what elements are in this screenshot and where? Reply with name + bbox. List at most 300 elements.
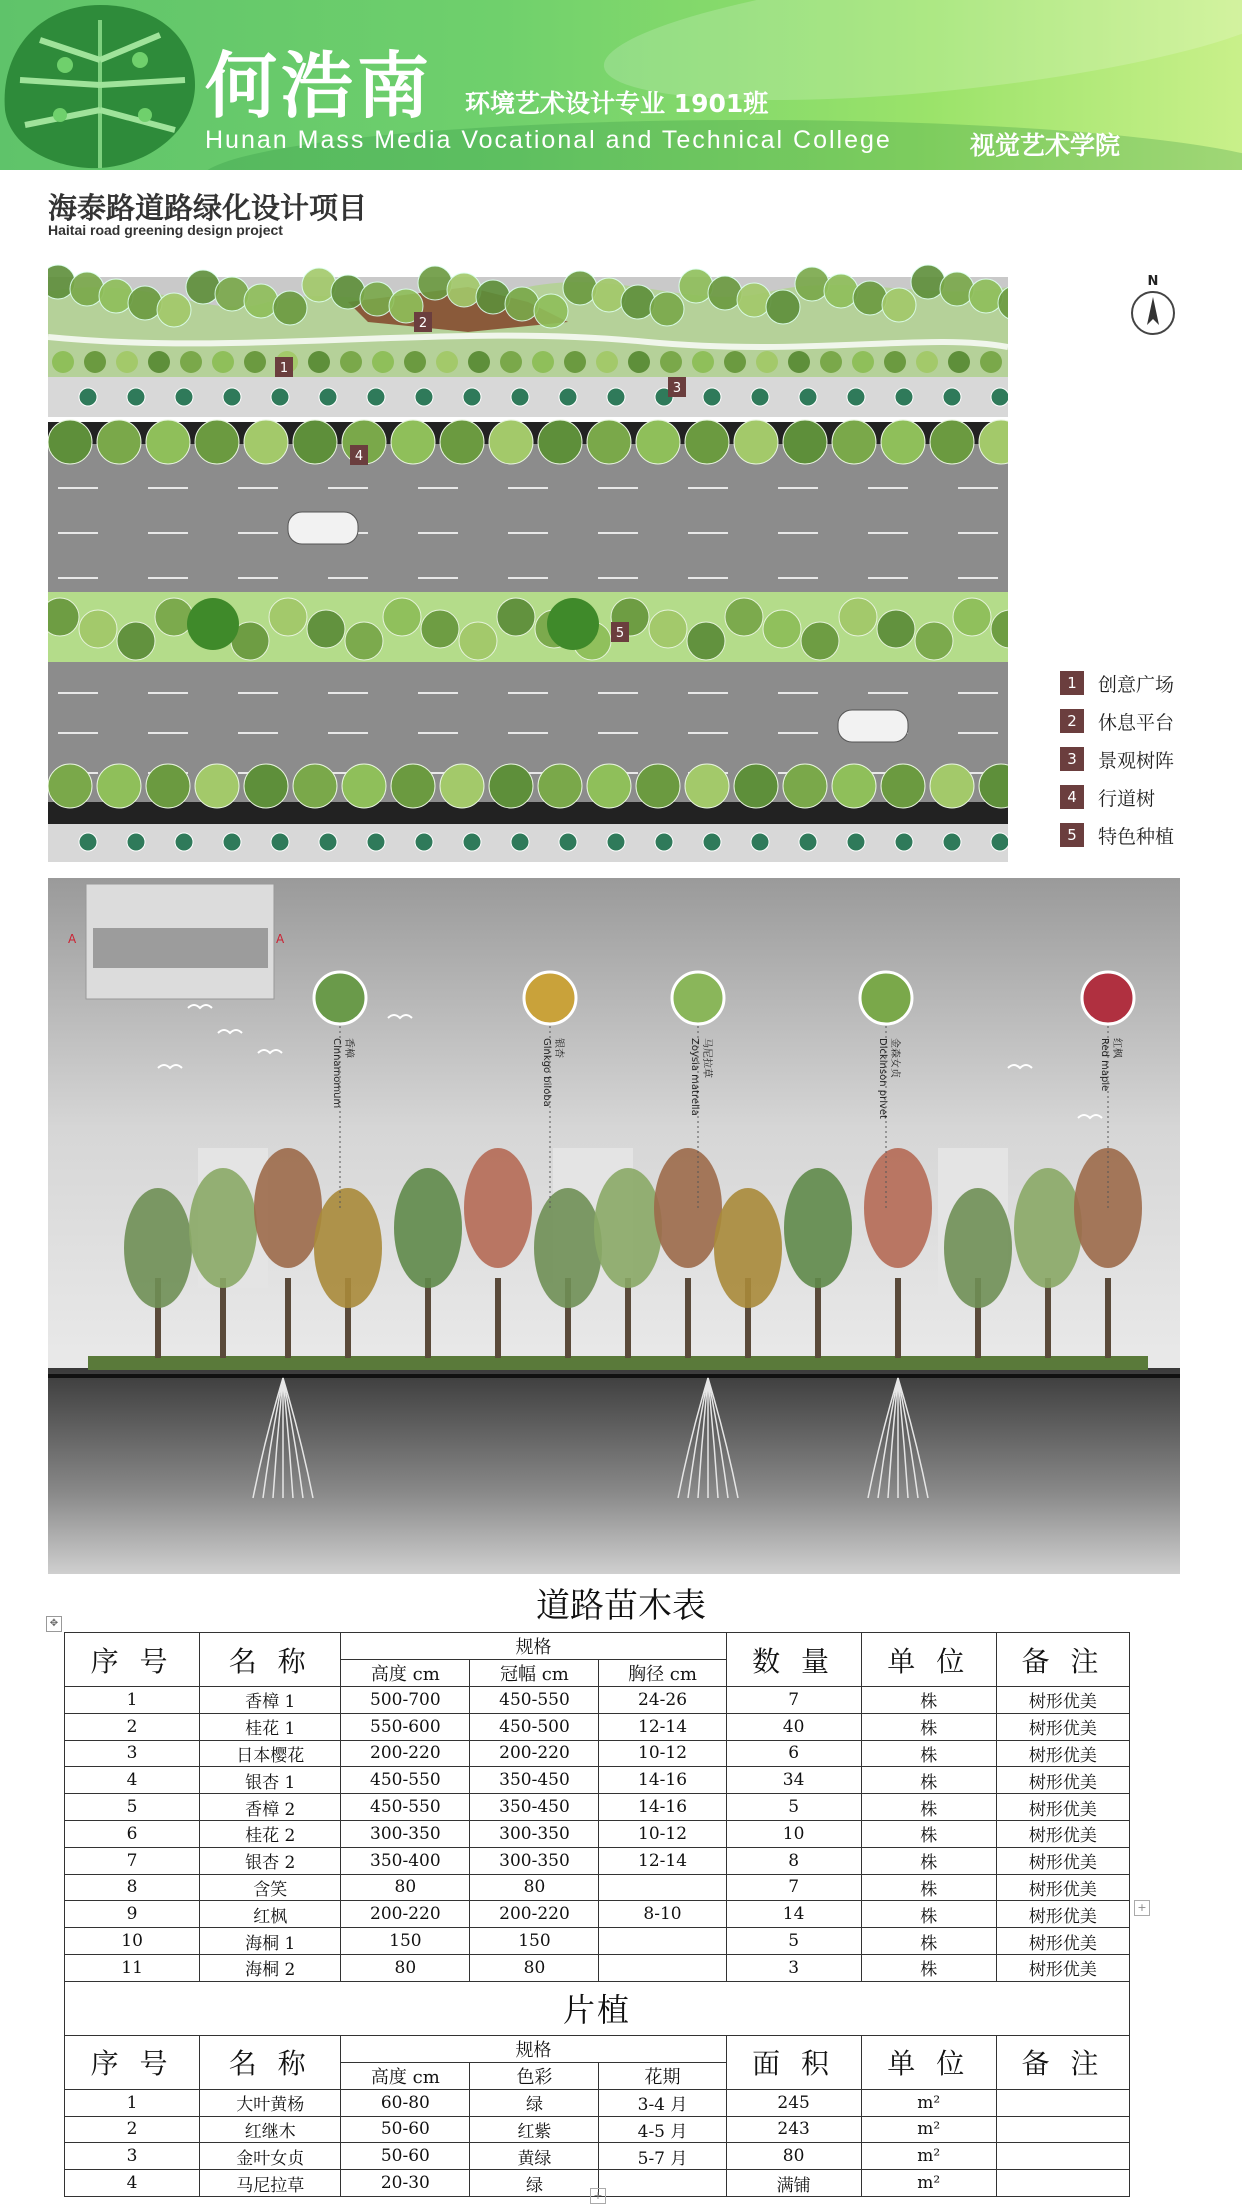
street-tree xyxy=(175,833,193,851)
street-tree xyxy=(607,833,625,851)
tree-canopy xyxy=(70,272,104,306)
street-tree xyxy=(847,388,865,406)
tree-crown xyxy=(124,1188,192,1308)
table-cell: 450-500 xyxy=(470,1713,599,1740)
tree-canopy xyxy=(244,284,278,318)
shrub xyxy=(84,351,106,373)
table-cell xyxy=(599,2170,726,2197)
species-name-cn: 红枫 xyxy=(1111,1038,1122,1058)
table-cell: 10-12 xyxy=(599,1740,726,1767)
table-cell: 株 xyxy=(861,1767,996,1794)
tree-canopy xyxy=(940,272,974,306)
median-tree xyxy=(307,610,345,648)
table-cell xyxy=(996,2116,1129,2143)
college-name-cn: 视觉艺术学院 xyxy=(970,131,1121,160)
table-cell: 株 xyxy=(861,1928,996,1955)
tree-crown xyxy=(394,1168,462,1288)
street-tree xyxy=(511,833,529,851)
table-row xyxy=(65,1901,1130,1928)
street-tree xyxy=(415,388,433,406)
table-cell: 550-600 xyxy=(341,1713,470,1740)
shrub xyxy=(724,351,746,373)
tree-canopy xyxy=(128,286,162,320)
table-row xyxy=(65,1874,1130,1901)
legend-item xyxy=(1060,740,1174,778)
street-tree xyxy=(319,833,337,851)
table-cell: 树形优美 xyxy=(996,1874,1129,1901)
street-tree xyxy=(703,388,721,406)
legend-label: 景观树阵 xyxy=(1098,749,1175,772)
tree-canopy xyxy=(331,275,365,309)
tree-crown xyxy=(654,1148,722,1268)
table-cell: 银杏 2 xyxy=(200,1847,341,1874)
tree-canopy xyxy=(563,271,597,305)
north-arrow xyxy=(1130,274,1176,344)
tree-crown xyxy=(534,1188,602,1308)
street-tree xyxy=(293,420,337,464)
median-tree xyxy=(345,622,383,660)
street-tree xyxy=(97,764,141,808)
plan-marker-label: 4 xyxy=(354,449,364,464)
feature-tree xyxy=(187,598,239,650)
street-tree xyxy=(440,764,484,808)
subheader-color: 色彩 xyxy=(470,2062,599,2089)
species-name-en: Cinnamomum xyxy=(331,1038,342,1109)
legend-number: 5 xyxy=(1060,823,1084,847)
table-row xyxy=(65,2143,1130,2170)
table-cell: 7 xyxy=(726,1874,861,1901)
legend-label: 行道树 xyxy=(1098,787,1156,810)
table-cell: 5 xyxy=(726,1794,861,1821)
street-tree xyxy=(559,833,577,851)
table-cell xyxy=(599,1928,726,1955)
street-section-elevation xyxy=(48,878,1180,1574)
table-cell xyxy=(996,2170,1129,2197)
legend-item xyxy=(1060,778,1174,816)
tree-trunk xyxy=(1045,1278,1051,1358)
median-tree xyxy=(915,622,953,660)
shrub xyxy=(788,351,810,373)
legend-number: 2 xyxy=(1060,709,1084,733)
table-cell: 3 xyxy=(65,2143,200,2170)
legend-item xyxy=(1060,664,1174,702)
median-tree xyxy=(649,610,687,648)
table-cell: 4 xyxy=(65,2170,200,2197)
table-cell: 245 xyxy=(726,2089,861,2116)
table-cell: 株 xyxy=(861,1820,996,1847)
shrub xyxy=(564,351,586,373)
table-row xyxy=(65,1794,1130,1821)
shrub xyxy=(948,351,970,373)
table-cell: 红紫 xyxy=(470,2116,599,2143)
plan-marker-label: 5 xyxy=(615,626,625,641)
street-tree xyxy=(391,764,435,808)
header-name: 名 称 xyxy=(200,1633,341,1687)
tree-crown xyxy=(864,1148,932,1268)
street-tree xyxy=(685,764,729,808)
tree-canopy xyxy=(157,293,191,327)
street-tree xyxy=(734,764,778,808)
street-tree xyxy=(587,764,631,808)
table-cell: 150 xyxy=(470,1928,599,1955)
table-cell: 树形优美 xyxy=(996,1954,1129,1981)
table-cell: 红枫 xyxy=(200,1901,341,1928)
tree-crown xyxy=(944,1188,1012,1308)
shrub xyxy=(180,351,202,373)
street-tree xyxy=(244,764,288,808)
tree-canopy xyxy=(824,274,858,308)
table-cell: 10 xyxy=(65,1928,200,1955)
street-tree xyxy=(195,764,239,808)
table-cell: 株 xyxy=(861,1687,996,1714)
table-row xyxy=(65,1767,1130,1794)
shrub xyxy=(884,351,906,373)
street-tree xyxy=(734,420,778,464)
tree-trunk xyxy=(895,1278,901,1358)
shrub xyxy=(852,351,874,373)
table-cell: 14-16 xyxy=(599,1767,726,1794)
header-name: 名 称 xyxy=(200,2035,341,2089)
shrub xyxy=(692,351,714,373)
median-tree xyxy=(421,610,459,648)
street-tree xyxy=(943,388,961,406)
subheader-height: 高度 cm xyxy=(341,2062,470,2089)
species-name-cn: 香樟 xyxy=(343,1038,354,1058)
monstera-leaf-icon xyxy=(0,0,200,170)
tree-trunk xyxy=(625,1278,631,1358)
tree-canopy xyxy=(737,283,771,317)
species-name-cn: 马尼拉草 xyxy=(701,1038,712,1078)
table-cell xyxy=(599,1954,726,1981)
street-tree xyxy=(703,833,721,851)
table-cell: 12-14 xyxy=(599,1713,726,1740)
median-tree xyxy=(383,598,421,636)
street-tree xyxy=(175,388,193,406)
tree-trunk xyxy=(495,1278,501,1358)
street-tree xyxy=(195,420,239,464)
table-cell: 80 xyxy=(470,1954,599,1981)
tree-canopy xyxy=(505,287,539,321)
median-tree xyxy=(459,622,497,660)
shrub xyxy=(596,351,618,373)
tree-canopy xyxy=(302,268,336,302)
table-cell: 20-30 xyxy=(341,2170,470,2197)
species-swatch-icon xyxy=(314,972,366,1024)
tree-trunk xyxy=(220,1278,226,1358)
table-cell: 300-350 xyxy=(341,1820,470,1847)
table-cell: 5 xyxy=(726,1928,861,1955)
legend-item xyxy=(1060,816,1174,854)
table-cell: 满铺 xyxy=(726,2170,861,2197)
table-row xyxy=(65,1687,1130,1714)
street-tree xyxy=(832,764,876,808)
table-cell: 60-80 xyxy=(341,2089,470,2116)
table-cell: 3 xyxy=(65,1740,200,1767)
tree-canopy xyxy=(853,281,887,315)
street-tree xyxy=(655,833,673,851)
species-name-en: Ginkgo biloba xyxy=(541,1038,552,1107)
table-row xyxy=(65,1954,1130,1981)
tree-canopy xyxy=(186,270,220,304)
street-tree xyxy=(440,420,484,464)
header-seq: 序 号 xyxy=(65,2035,200,2089)
shrub xyxy=(756,351,778,373)
tree-canopy xyxy=(215,277,249,311)
tree-trunk xyxy=(1105,1278,1111,1358)
table-cell: 80 xyxy=(341,1874,470,1901)
table-cell: 香樟 1 xyxy=(200,1687,341,1714)
street-tree xyxy=(271,388,289,406)
tree-canopy xyxy=(99,279,133,313)
table-cell: 450-550 xyxy=(470,1687,599,1714)
shrub xyxy=(148,351,170,373)
table-cell: 14 xyxy=(726,1901,861,1928)
legend-label: 特色种植 xyxy=(1098,825,1175,848)
north-label: N xyxy=(1147,274,1159,289)
add-column-button[interactable]: + xyxy=(1134,1900,1150,1916)
plan-legend xyxy=(1060,664,1174,854)
table-cell: 80 xyxy=(470,1874,599,1901)
shrub xyxy=(436,351,458,373)
table-title: 道路苗木表 xyxy=(536,1586,706,1626)
street-tree xyxy=(223,388,241,406)
table-cell: 马尼拉草 xyxy=(200,2170,341,2197)
table-cell: 树形优美 xyxy=(996,1820,1129,1847)
street-tree xyxy=(751,833,769,851)
street-tree xyxy=(783,764,827,808)
table-cell: 6 xyxy=(726,1740,861,1767)
college-name-en: Hunan Mass Media Vocational and Technical College xyxy=(205,126,892,154)
median-tree xyxy=(497,598,535,636)
street-tree xyxy=(511,388,529,406)
legend-number: 1 xyxy=(1060,671,1084,695)
street-tree xyxy=(463,388,481,406)
species-swatch-icon xyxy=(1082,972,1134,1024)
tree-canopy xyxy=(534,294,568,328)
table-cell: 4 xyxy=(65,1767,200,1794)
table-row xyxy=(65,1928,1130,1955)
tree-trunk xyxy=(815,1278,821,1358)
road-plan-view xyxy=(48,262,1008,862)
table-cell: 金叶女贞 xyxy=(200,2143,341,2170)
subheader-height: 高度 cm xyxy=(341,1660,470,1687)
table-row xyxy=(65,2089,1130,2116)
project-subtitle: Haitai road greening design project xyxy=(48,222,283,238)
major-class: 环境艺术设计专业 1901班 xyxy=(465,89,769,118)
ground-planting xyxy=(88,1356,1148,1370)
table-cell: 树形优美 xyxy=(996,1794,1129,1821)
table-cell: 3-4 月 xyxy=(599,2089,726,2116)
street-tree xyxy=(48,764,92,808)
street-tree xyxy=(244,420,288,464)
table-cell: 80 xyxy=(341,1954,470,1981)
table-cell: 海桐 2 xyxy=(200,1954,341,1981)
table-cell: 桂花 1 xyxy=(200,1713,341,1740)
shrub xyxy=(308,351,330,373)
table-cell: m² xyxy=(861,2089,996,2116)
table-cell: 8 xyxy=(726,1847,861,1874)
tree-crown xyxy=(254,1148,322,1268)
table-row xyxy=(65,1847,1130,1874)
tree-crown xyxy=(594,1168,662,1288)
shrub xyxy=(52,351,74,373)
median-tree xyxy=(953,598,991,636)
table-cell: 1 xyxy=(65,2089,200,2116)
table-cell: 10 xyxy=(726,1820,861,1847)
table-cell: 7 xyxy=(65,1847,200,1874)
table-cell: 6 xyxy=(65,1820,200,1847)
median-tree xyxy=(801,622,839,660)
table-cell: 大叶黄杨 xyxy=(200,2089,341,2116)
table-cell: 2 xyxy=(65,1713,200,1740)
street-tree xyxy=(895,833,913,851)
tree-canopy xyxy=(882,288,916,322)
street-tree xyxy=(559,388,577,406)
street-tree xyxy=(415,833,433,851)
median-tree xyxy=(269,598,307,636)
table-row xyxy=(65,1820,1130,1847)
median-tree xyxy=(687,622,725,660)
species-name-cn: 银杏 xyxy=(553,1038,564,1058)
legend-number: 3 xyxy=(1060,747,1084,771)
shrub xyxy=(916,351,938,373)
table-cell: m² xyxy=(861,2170,996,2197)
tree-crown xyxy=(464,1148,532,1268)
street-tree xyxy=(463,833,481,851)
table-cell: 8-10 xyxy=(599,1901,726,1928)
nursery-stock-table xyxy=(64,1632,1130,2197)
species-name-en: Red maple xyxy=(1099,1038,1110,1092)
median-tree xyxy=(763,610,801,648)
subheader-crown: 冠幅 cm xyxy=(470,1660,599,1687)
shrub xyxy=(532,351,554,373)
species-swatch-icon xyxy=(524,972,576,1024)
table-cell: 350-400 xyxy=(341,1847,470,1874)
table-cell: 3 xyxy=(726,1954,861,1981)
table-cell: m² xyxy=(861,2116,996,2143)
add-row-button[interactable]: + xyxy=(590,2188,606,2204)
table-cell: 株 xyxy=(861,1901,996,1928)
street-tree xyxy=(607,388,625,406)
median-tree xyxy=(839,598,877,636)
street-tree xyxy=(489,764,533,808)
median-tree xyxy=(155,598,193,636)
shrub xyxy=(212,351,234,373)
street-tree xyxy=(146,764,190,808)
street-tree xyxy=(685,420,729,464)
table-cell: 株 xyxy=(861,1740,996,1767)
table-cell: 树形优美 xyxy=(996,1767,1129,1794)
table-cell: 24-26 xyxy=(599,1687,726,1714)
table-cell: 34 xyxy=(726,1767,861,1794)
legend-number: 4 xyxy=(1060,785,1084,809)
table-cell: 50-60 xyxy=(341,2143,470,2170)
table-cell: 14-16 xyxy=(599,1794,726,1821)
plan-marker-label: 3 xyxy=(672,381,682,396)
header-note: 备 注 xyxy=(996,1633,1129,1687)
table-cell: 红继木 xyxy=(200,2116,341,2143)
shrub xyxy=(628,351,650,373)
median-tree xyxy=(877,610,915,648)
street-tree xyxy=(847,833,865,851)
section-mark-left: A xyxy=(68,932,77,946)
street-tree xyxy=(538,764,582,808)
table-cell: 5 xyxy=(65,1794,200,1821)
table-cell: 200-220 xyxy=(470,1740,599,1767)
table-cell: 4-5 月 xyxy=(599,2116,726,2143)
table-cell: 株 xyxy=(861,1874,996,1901)
table-cell: 日本樱花 xyxy=(200,1740,341,1767)
table-cell: 40 xyxy=(726,1713,861,1740)
table-move-handle[interactable]: ✥ xyxy=(46,1616,62,1632)
street-tree xyxy=(489,420,533,464)
street-tree xyxy=(930,420,974,464)
legend-label: 休息平台 xyxy=(1098,711,1175,734)
street-tree xyxy=(319,388,337,406)
tree-canopy xyxy=(418,266,452,300)
table-cell: 树形优美 xyxy=(996,1713,1129,1740)
species-swatch-icon xyxy=(672,972,724,1024)
street-tree xyxy=(293,764,337,808)
subheader-bloom: 花期 xyxy=(599,2062,726,2089)
table-cell: 银杏 1 xyxy=(200,1767,341,1794)
tree-canopy xyxy=(766,290,800,324)
tree-canopy xyxy=(795,267,829,301)
table-cell: 树形优美 xyxy=(996,1687,1129,1714)
street-tree xyxy=(930,764,974,808)
table-cell: 80 xyxy=(726,2143,861,2170)
tree-canopy xyxy=(969,279,1003,313)
header-spec: 规格 xyxy=(341,2035,726,2062)
tree-canopy xyxy=(273,291,307,325)
plan-marker-label: 2 xyxy=(418,316,428,331)
table-cell: 绿 xyxy=(470,2170,599,2197)
header-unit: 单 位 xyxy=(861,1633,996,1687)
header-area: 面 积 xyxy=(726,2035,861,2089)
species-name-en: Zoysia matrella xyxy=(689,1038,700,1116)
table-cell: 株 xyxy=(861,1713,996,1740)
table-cell: 500-700 xyxy=(341,1687,470,1714)
tree-trunk xyxy=(685,1278,691,1358)
header-qty: 数 量 xyxy=(726,1633,861,1687)
shrub xyxy=(980,351,1002,373)
compass-icon xyxy=(1131,291,1175,335)
street-tree xyxy=(881,764,925,808)
street-tree xyxy=(97,420,141,464)
species-name-en: Dickinson privet xyxy=(877,1038,888,1119)
table-cell: 450-550 xyxy=(341,1767,470,1794)
tree-crown xyxy=(189,1168,257,1288)
street-tree xyxy=(127,833,145,851)
table-cell: 450-550 xyxy=(341,1794,470,1821)
shrub xyxy=(116,351,138,373)
street-tree xyxy=(895,388,913,406)
car-1 xyxy=(288,512,358,544)
street-tree xyxy=(538,420,582,464)
car-2 xyxy=(838,710,908,742)
table-cell: 1 xyxy=(65,1687,200,1714)
table-cell: 树形优美 xyxy=(996,1847,1129,1874)
table-cell: 12-14 xyxy=(599,1847,726,1874)
street-tree xyxy=(991,388,1008,406)
street-tree xyxy=(799,833,817,851)
table-cell: 150 xyxy=(341,1928,470,1955)
table-cell: 绿 xyxy=(470,2089,599,2116)
median-tree xyxy=(79,610,117,648)
tree-canopy xyxy=(679,269,713,303)
table-cell: 含笑 xyxy=(200,1874,341,1901)
table-cell: 黄绿 xyxy=(470,2143,599,2170)
